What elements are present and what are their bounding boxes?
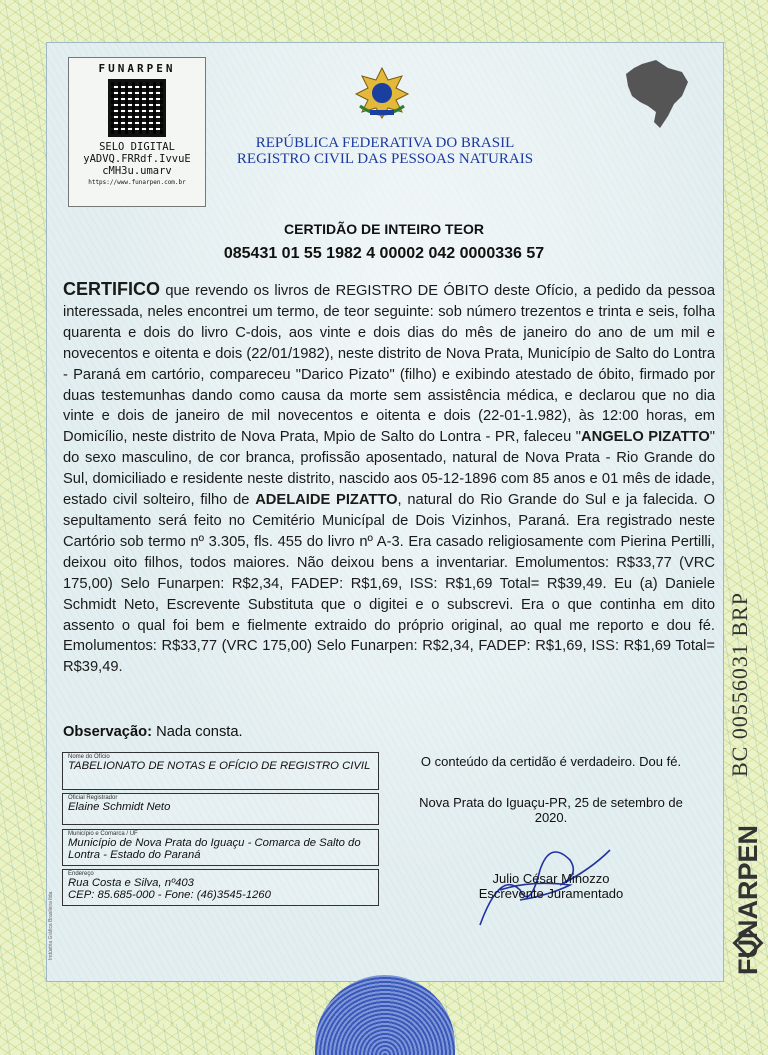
municipality: Município de Nova Prata do Iguaçu - Comarca de Salto do Lontra - Estado do Paraná — [68, 837, 361, 861]
place-date-1: Nova Prata do Iguaçu-PR, 25 de setembro de — [419, 795, 683, 810]
coat-of-arms-icon — [352, 66, 412, 120]
address-box — [62, 869, 379, 906]
certificate-body — [63, 279, 715, 678]
body-part-3: , natural do Rio Grande do Sul e ja falecida. O sepultamento será feito no Cemitério Municípal de Dois Vizinhos, Paraná. Era registrado neste Cartório sob termo nº 3.305, fls. 455 do livro nº A-3. Era casado religiosamente com Pierina Pertilli, deixou oito filhos, todos maiores. Não deixou bens a inventariar. Emolumentos: R$33,77 (VRC 175,00) Selo Funarpen: R$2,34, FADEP: R$1,69, ISS: R$1,69 Total= R$39,49. Eu (a) Daniele Schmidt Neto, Escrevente Substituta que o digitei e o subscrevi. Era o que continha em dito assento o qual foi bem e fielmente extraido do próprio original, ao qual me reporto e dou fé. Emolumentos: R$33,77 (VRC 175,00) Selo Funarpen: R$2,34, FADEP: R$1,69, ISS: R$1,69 Total= R$39,49. — [63, 492, 715, 676]
box-label: Endereço — [68, 871, 94, 877]
registrar-box — [62, 793, 379, 825]
address-street: Rua Costa e Silva, nº403 — [68, 877, 194, 889]
seal-brand: FUNARPEN — [98, 62, 176, 75]
seal-label: SELO DIGITAL — [99, 141, 175, 153]
serial-number: BC 00556031 BRP — [727, 592, 752, 778]
header-registry: REGISTRO CIVIL DAS PESSOAS NATURAIS — [236, 151, 534, 167]
digital-seal — [68, 57, 206, 207]
deceased-name: ANGELO PIZATTO — [580, 429, 710, 446]
observation-label: Observação: — [63, 724, 152, 740]
side-brand: FUNARPEN — [733, 824, 763, 975]
place-date-2: 2020. — [534, 810, 568, 825]
body-part-2: " do sexo masculino, de cor branca, profissão aposentado, natural de Nova Prata - Rio Grande do Sul, domiciliado e residente neste distrito, nascido aos 05-12-1896 com 85 anos e 01 mês de idade, estado civil solteiro, filho de — [63, 429, 715, 509]
municipality-box — [62, 829, 379, 866]
box-label: Nome do Ofício — [68, 754, 110, 760]
observation — [63, 724, 243, 740]
box-label: Oficial Registrador — [68, 795, 118, 801]
office-name: TABELIONATO DE NOTAS E OFÍCIO DE REGISTRO CIVIL — [68, 760, 371, 772]
guilloche-rosette — [315, 975, 455, 1055]
seal-code-2: cMH3u.umarv — [102, 165, 172, 177]
mother-name: ADELAIDE PIZATTO — [255, 492, 398, 509]
seal-code-1: yADVQ.FRRdf.IvvuE — [83, 153, 191, 165]
seal-url: https://www.funarpen.com.br — [88, 179, 186, 186]
registrar-name: Elaine Schmidt Neto — [68, 801, 171, 813]
brazil-map-icon — [622, 56, 692, 132]
address-cep-phone: CEP: 85.685-000 - Fone: (46)3545-1260 — [68, 889, 271, 901]
qr-code-icon — [108, 79, 166, 137]
box-label: Município e Comarca / UF — [68, 831, 138, 837]
office-name-box — [62, 752, 379, 790]
header-republic: REPÚBLICA FEDERATIVA DO BRASIL — [255, 135, 515, 151]
certificate-number: 085431 01 55 1982 4 00002 042 0000336 57 — [223, 245, 545, 262]
certificate-title: CERTIDÃO DE INTEIRO TEOR — [284, 221, 484, 237]
body-lead: CERTIFICO — [63, 279, 160, 299]
signer-role: Escrevente Juramentado — [478, 886, 624, 901]
body-part-1: que revendo os livros de REGISTRO DE ÓBITO deste Ofício, a pedido da pessoa interessada, neles encontrei um termo, de teor seguinte: sob número trezentos e trinta e seis, folha quarenta e dois do livro C-dois, aos vinte e dois dias do mês de janeiro do ano de um mil e novecentos e oitenta e dois (22/01/1982), neste distrito de Nova Prata, Município de Salto do Lontra - Paraná em cartório, compareceu "Darico Pizato" (filho) e exibindo atestado de óbito, firmado por duas testemunhas dando como causa da morte sem assistência médica, e declarou que no dia vinte e dois de janeiro de mil novecentos e oitenta e dois (22-01-1.982), às 12:00 horas, em Domicílio, neste distrito de Nova Prata, Mpio de Salto do Lontra - PR, faleceu " — [63, 283, 715, 446]
observation-value: Nada consta. — [152, 724, 243, 740]
fine-print: Indústria Gráfica Brasileira ltda — [48, 891, 54, 960]
attest-truth: O conteúdo da certidão é verdadeiro. Dou fé. — [420, 754, 682, 769]
signer-name: Julio César Minozzo — [492, 871, 610, 886]
